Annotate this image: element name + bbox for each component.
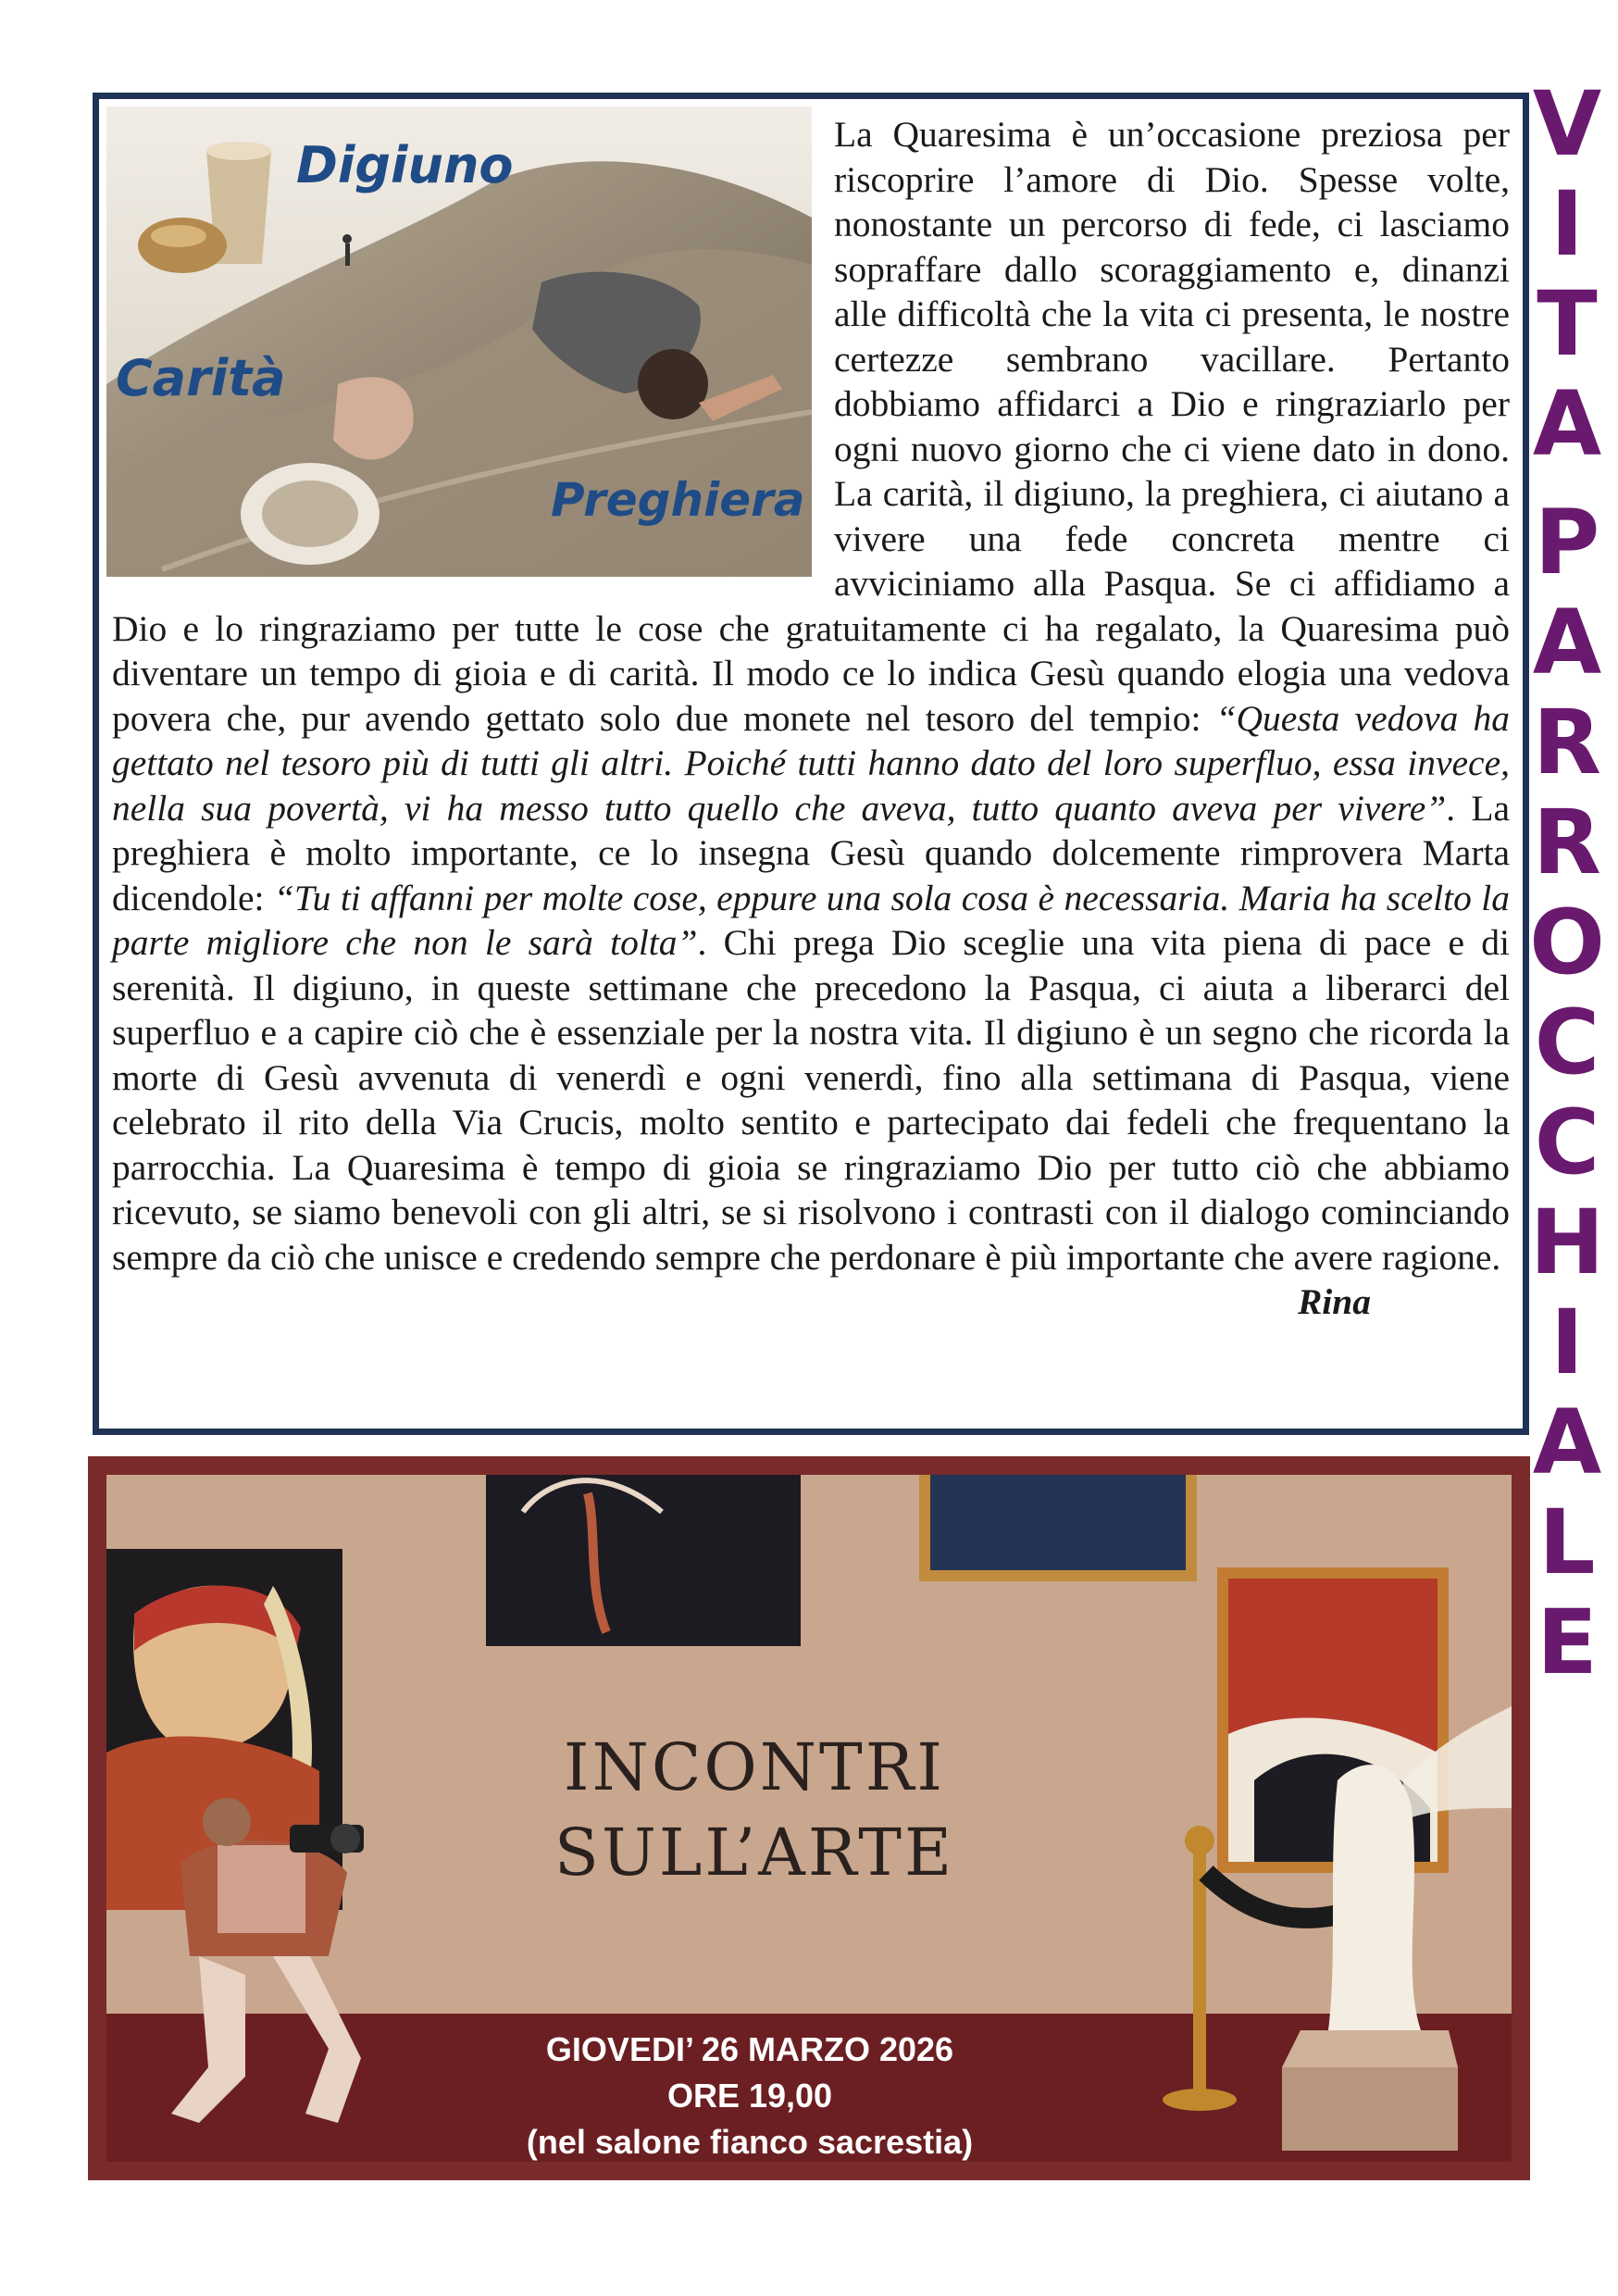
poster-title xyxy=(514,1725,995,1895)
side-letter: L xyxy=(1538,1491,1596,1594)
poster-artwork xyxy=(106,1475,1512,2162)
side-letter: I xyxy=(1550,1291,1584,1394)
article-paragraph: La Quaresima è un’occasione preziosa per riscoprire l’amore di Dio. Spesse volte, nonostante un percorso di fede, ci lasciamo sopraffare dallo scoraggiamento e, dinanzi alle difficoltà che la vita ci presenta, le nostre certezze sembrano vacillare. Pertanto dobbiamo affidarci a Dio e ringraziarlo per ogni nuovo giorno che ci viene dato in dono. La carità, il digiuno, la preghiera, ci aiutano a vivere una fede concreta mentre ci avviciniamo alla Pasqua. Se ci affidiamo a Dio e lo ringraziamo per tutte le cose che gratuitamente ci ha regalato, la Quaresima può diventare un tempo di gioia e di carità. Il modo ce lo indica Gesù quando elogia una vedova povera che, pur avendo gettato solo due monete nel tesoro del tempio: xyxy=(112,114,1510,739)
article-paragraph: . La preghiera è molto importante, ce lo insegna Gesù quando dolcemente rimprovera Marta dicendole: xyxy=(112,787,1510,918)
quaresima-article xyxy=(93,93,1529,1435)
side-letter: H xyxy=(1529,1191,1605,1294)
poster-time: ORE 19,00 xyxy=(666,2077,833,2115)
article-body xyxy=(112,112,1510,1325)
side-letter: I xyxy=(1550,172,1584,276)
side-title-vita-parrocchiale xyxy=(1516,74,1618,2277)
article-quote: “Tu ti affanni per molte cose, eppure una sola cosa è necessaria. Maria ha scelto la parte migliore che non le sarà tolta” xyxy=(112,877,1510,963)
side-letter: V xyxy=(1532,72,1602,176)
side-letter: C xyxy=(1534,1091,1600,1194)
side-letter: C xyxy=(1534,991,1600,1094)
article-paragraph: . Chi prega Dio sceglie una vita piena di pace e di serenità. Il digiuno, in queste settimane che precedono la Pasqua, ci aiuta a liberarci del superfluo e a capire ciò che è essenziale per la nostra vita. Il digiuno è un segno che ricorda la morte di Gesù avvenuta di venerdì e ogni venerdì, fino alla settimana di Pasqua, viene celebrato il rito della Via Crucis, molto sentito e partecipato dai fedeli che frequentano la parrocchia. La Quaresima è tempo di gioia se ringraziamo Dio per tutto ciò che abbiamo ricevuto, se siamo benevoli con gli altri, se si risolvono i contrasti con il dialogo cominciando sempre da ciò che unisce e credendo sempre che perdonare è più importante che avere ragione. xyxy=(112,922,1510,1278)
poster-place: (nel salone fianco sacrestia) xyxy=(526,2123,974,2161)
poster-title-line: SULL’ARTE xyxy=(554,1815,955,1890)
image-word-carita: Carità xyxy=(116,349,286,407)
side-letter: E xyxy=(1537,1591,1598,1694)
image-word-preghiera: Preghiera xyxy=(551,473,805,527)
side-letter: A xyxy=(1532,372,1602,476)
article-signature: Rina xyxy=(1297,1281,1371,1322)
poster-event-info xyxy=(504,2027,995,2162)
article-quote: “Questa vedova ha gettato nel tesoro più di tutti gli altri. Poiché tutti hanno dato del loro superfluo, essa invece, nella sua povertà, vi ha messo tutto quello che aveva, tutto quanto aveva per vivere” xyxy=(112,697,1511,829)
image-word-digiuno: Digiuno xyxy=(296,136,514,194)
side-letter: A xyxy=(1532,591,1602,694)
event-poster xyxy=(88,1456,1530,2180)
side-letter: R xyxy=(1533,791,1601,894)
side-letter: R xyxy=(1533,691,1601,794)
poster-title-line: INCONTRI xyxy=(563,1729,946,1805)
side-letter: A xyxy=(1532,1391,1602,1494)
side-letter: T xyxy=(1537,272,1598,376)
poster-date: GIOVEDI’ 26 MARZO 2026 xyxy=(545,2030,954,2068)
side-letter: P xyxy=(1534,491,1600,594)
side-letter: O xyxy=(1529,891,1605,994)
